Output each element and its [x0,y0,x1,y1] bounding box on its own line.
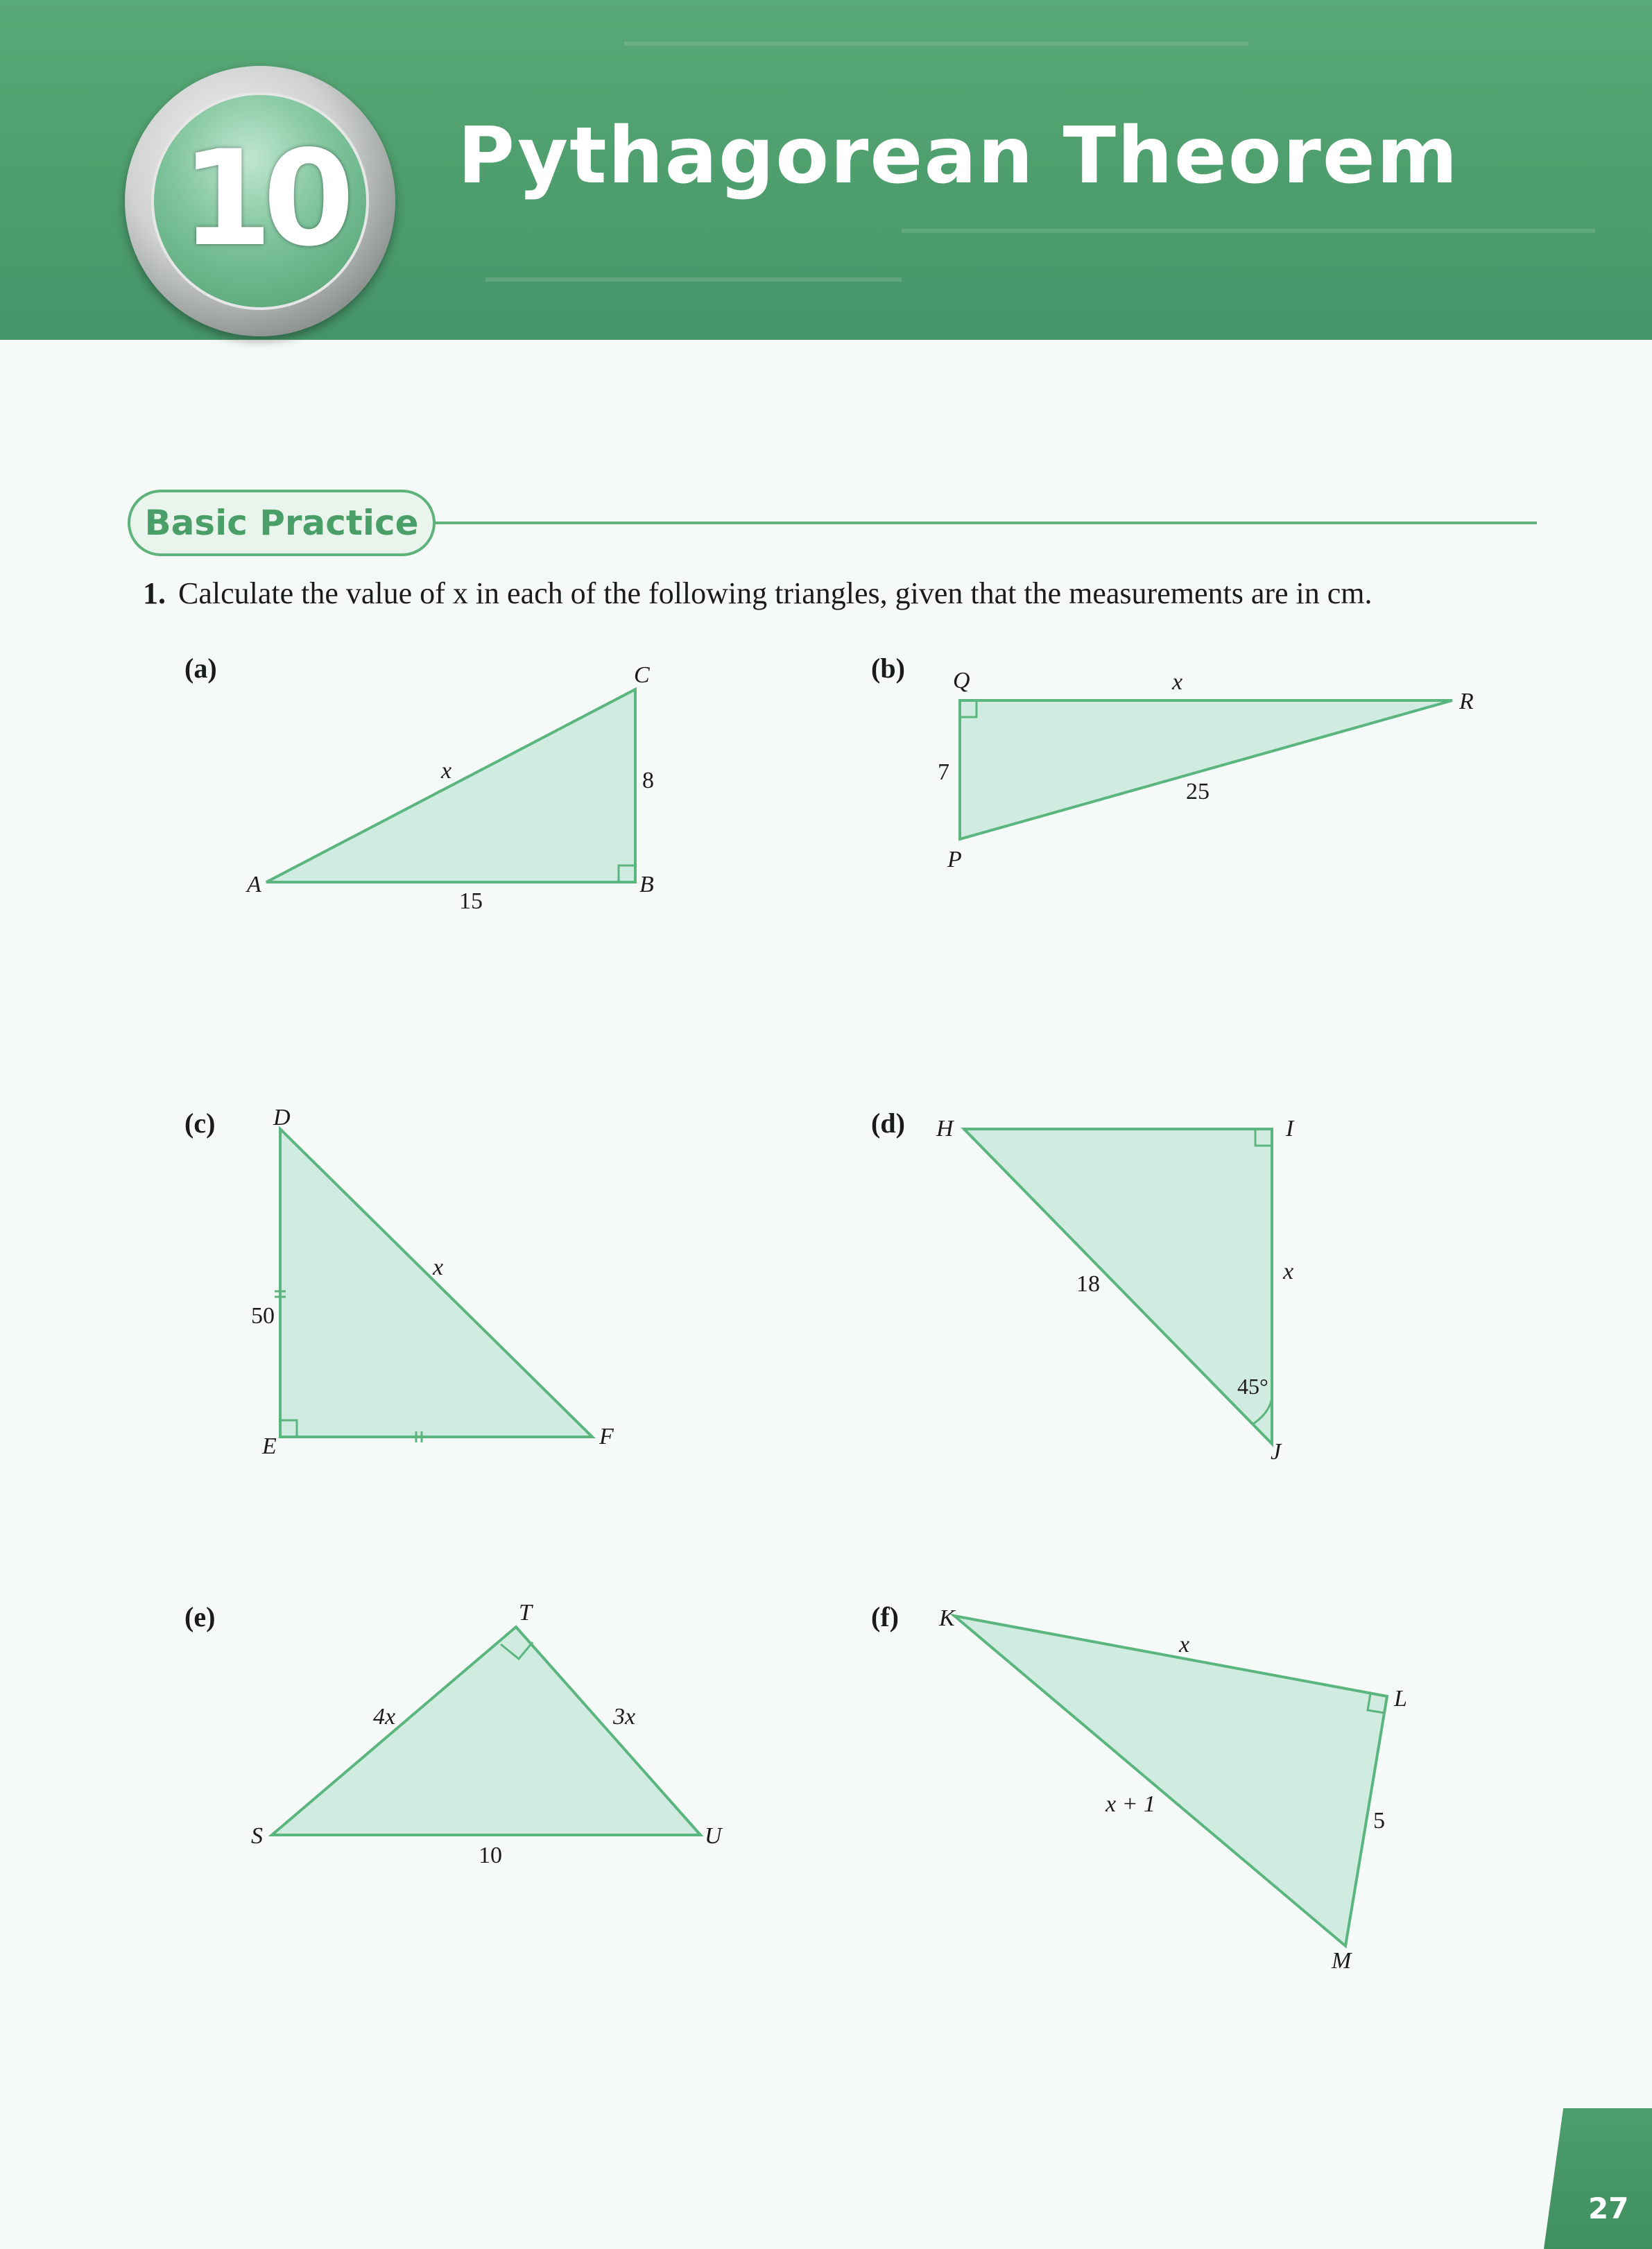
section-title: Basic Practice [128,490,436,556]
side-label-a-8: 8 [642,768,654,793]
side-label-f-x: x [1179,1632,1190,1657]
page-number: 27 [1588,2191,1629,2225]
triangle-f [954,1616,1387,1946]
side-label-c-x: x [433,1255,444,1280]
vertex-c: C [634,662,650,688]
part-d-label: (d) [871,1108,905,1139]
side-label-b-25: 25 [1186,779,1210,804]
side-label-b-7: 7 [938,759,949,785]
vertex-r: R [1459,689,1474,714]
part-a-label: (a) [184,653,217,684]
vertex-d: D [273,1105,291,1130]
triangle-a [266,689,635,882]
vertex-i: I [1286,1116,1294,1141]
side-label-a-15: 15 [459,888,483,914]
vertex-q: Q [953,668,970,693]
vertex-m: M [1332,1948,1352,1974]
vertex-k: K [939,1605,955,1631]
vertex-b: B [639,872,654,897]
side-label-c-50: 50 [251,1303,275,1329]
side-label-e-10: 10 [479,1843,502,1868]
triangle-b [960,700,1452,839]
side-label-d-x: x [1283,1259,1294,1284]
vertex-a: A [247,872,261,897]
side-label-a-x: x [441,758,452,784]
vertex-l: L [1394,1686,1407,1712]
vertex-s: S [251,1823,263,1849]
angle-label-j: 45° [1237,1374,1268,1399]
side-label-d-18: 18 [1076,1271,1100,1297]
part-c-label: (c) [184,1108,216,1139]
question-number: 1. [143,576,166,610]
vertex-j: J [1271,1439,1282,1465]
vertex-u: U [705,1823,722,1849]
question-text: Calculate the value of x in each of the following triangles, given that the measurements are in cm. [178,576,1373,610]
vertex-p: P [947,847,962,872]
side-label-e-3x: 3x [613,1704,636,1730]
part-e-label: (e) [184,1601,216,1632]
part-b-label: (b) [871,653,905,684]
side-label-b-x: x [1172,669,1183,695]
vertex-f: F [599,1424,614,1449]
vertex-e: E [262,1433,277,1459]
triangle-e [272,1627,700,1835]
chapter-title: Pythagorean Theorem [458,111,1459,201]
triangle-c [280,1129,592,1437]
vertex-h: H [936,1116,954,1141]
side-label-f-x-plus-1: x + 1 [1105,1791,1156,1817]
part-f-label: (f) [871,1601,899,1632]
side-label-f-5: 5 [1373,1808,1385,1834]
vertex-t: T [519,1600,532,1626]
chapter-number: 10 [180,122,345,275]
triangle-d [964,1129,1272,1444]
side-label-e-4x: 4x [373,1704,396,1730]
